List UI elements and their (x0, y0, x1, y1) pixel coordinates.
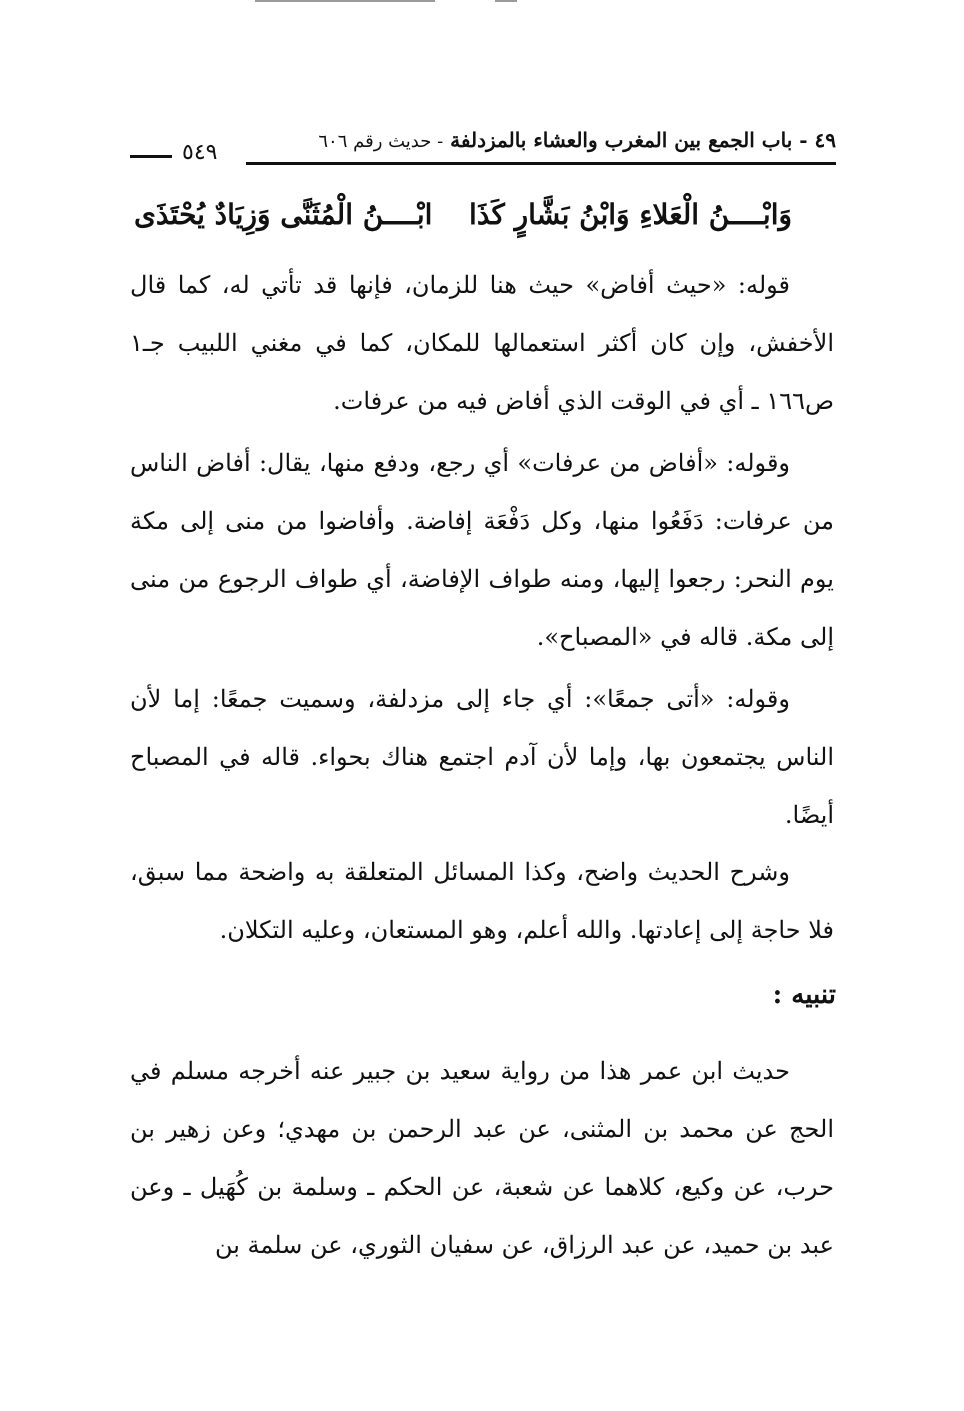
paragraph-text: وقوله: «أتى جمعًا»: أي جاء إلى مزدلفة، وسميت جمعًا: إما لأن الناس يجتمعون بها، وإما لأن آدم اجتمع هناك بحواء. قاله في المصباح أيضًا. (130, 685, 834, 829)
page-number-dash (130, 155, 172, 158)
page-number: ٥٤٩ (182, 140, 218, 165)
paragraph-afad-min-arafat (130, 434, 834, 666)
chapter-title-text: ٤٩ - باب الجمع بين المغرب والعشاء بالمزدلفة (450, 128, 836, 152)
paragraph-haythu-afad (130, 256, 834, 430)
paragraph-text: وقوله: «أفاض من عرفات» أي رجع، ودفع منها، يقال: أفاض الناس من عرفات: دَفَعُوا منها، وكل دَفْعَة إفاضة. وأفاضوا من منى إلى مكة يوم النحر: رجعوا إليها، ومنه طواف الإفاضة، أي طواف الرجوع من منى إلى مكة. قاله في «المصباح». (130, 449, 834, 651)
scan-edge-mark (255, 0, 435, 2)
hadith-reference: - حديث رقم ٦٠٦ (318, 131, 444, 152)
header-rule (246, 162, 836, 165)
running-header (130, 122, 836, 165)
scan-edge-mark (495, 0, 517, 2)
paragraph-text: حديث ابن عمر هذا من رواية سعيد بن جبير عنه أخرجه مسلم في الحج عن محمد بن المثنى، عن عبد الرحمن بن مهدي؛ وعن زهير بن حرب، عن وكيع، كلاهما عن شعبة، عن الحكم ـ وسلمة بن كُهَيل ـ وعن عبد بن حميد، عن عبد الرزاق، عن سفيان الثوري، عن سلمة بن (130, 1057, 834, 1259)
verse-line (130, 192, 836, 242)
chapter-title (318, 128, 836, 152)
paragraph-sharh-conclusion (130, 843, 834, 959)
paragraph-text: قوله: «حيث أفاض» حيث هنا للزمان، فإنها قد تأتي له، كما قال الأخفش، وإن كان أكثر استعمالها للمكان، كما في مغني اللبيب جـ١ ص١٦٦ ـ أي في الوقت الذي أفاض فيه من عرفات. (130, 271, 834, 415)
paragraph-notice (130, 1042, 834, 1274)
notice-heading: تنبيه : (772, 980, 836, 1010)
paragraph-ata-jaman (130, 670, 834, 844)
verse-second-hemistich: ابْــــنُ الْمُثَنَّى وَزِيَادٌ يُحْتَذَى (134, 198, 433, 231)
verse-first-hemistich: وَابْــــنُ الْعَلاءِ وَابْنُ بَشَّارٍ كَذَا (469, 198, 792, 231)
paragraph-text: وشرح الحديث واضح، وكذا المسائل المتعلقة به واضحة مما سبق، فلا حاجة إلى إعادتها. والله أعلم، وهو المستعان، وعليه التكلان. (130, 858, 834, 944)
